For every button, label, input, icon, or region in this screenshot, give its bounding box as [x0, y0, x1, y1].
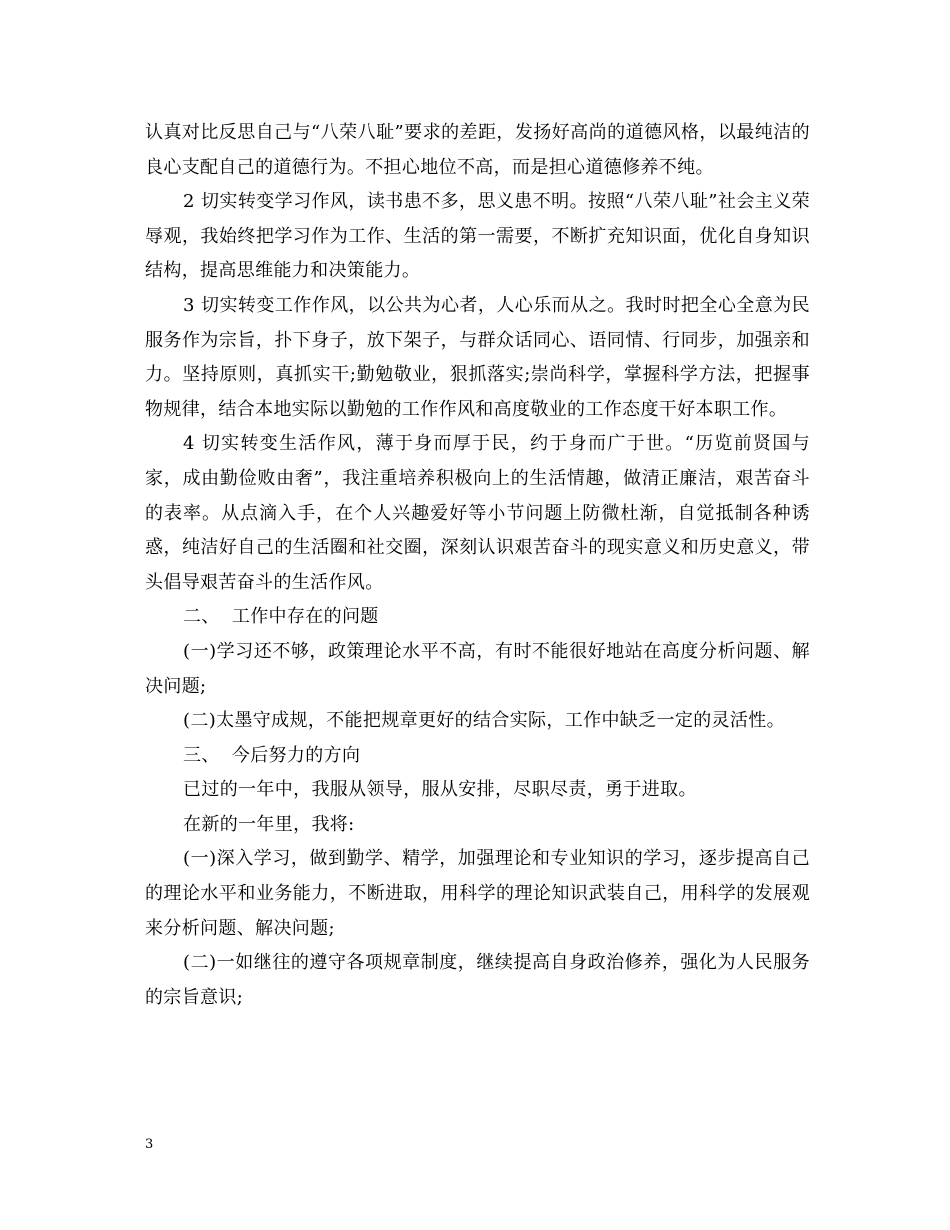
paragraph-new-year: 在新的一年里，我将:: [183, 813, 355, 835]
paragraph-work-style: 3 切实转变工作作风，以公共为心者，人心乐而从之。我时时把全心全意为民服务作为宗旨，扑下身子，放下架子，与群众话同心、语同情、行同步，加强亲和力。坚持原则，真抓实干;勤勉敬业，狠抓落实;崇尚科学，掌握科学方法，把握事物规律，结合本地实际以勤勉的工作作风和高度敬业的工作态度干好本职工作。: [145, 294, 810, 420]
paragraph-problem-1: (一)学习还不够，政策理论水平不高，有时不能很好地站在高度分析问题、解决问题;: [145, 640, 810, 697]
body-text: [145, 116, 810, 1015]
paragraph-plan-2: (二)一如继往的遵守各项规章制度，继续提高自身政治修养，强化为人民服务的宗旨意识;: [145, 952, 810, 1008]
page-number: 3: [145, 1137, 154, 1152]
paragraph-problem-2: (二)太墨守成规，不能把规章更好的结合实际，工作中缺乏一定的灵活性。: [183, 710, 785, 732]
section-heading-direction: 三、 今后努力的方向: [183, 744, 361, 766]
paragraph-study-style: 2 切实转变学习作风，读书患不多，思义患不明。按照“八荣八耻”社会主义荣辱观，我始终把学习作为工作、生活的第一需要，不断扩充知识面，优化自身知识结构，提高思维能力和决策能力。: [145, 191, 810, 282]
paragraph-plan-1: (一)深入学习，做到勤学、精学，加强理论和专业知识的学习，逐步提高自己的理论水平和业务能力，不断进取，用科学的理论知识武装自己，用科学的发展观来分析问题、解决问题;: [145, 848, 810, 939]
paragraph-continuation: 认真对比反思自己与“八荣八耻”要求的差距，发扬好高尚的道德风格，以最纯洁的良心支配自己的道德行为。不担心地位不高，而是担心道德修养不纯。: [145, 122, 810, 178]
paragraph-past-year: 已过的一年中，我服从领导，服从安排，尽职尽责，勇于进取。: [183, 779, 697, 801]
section-heading-problems: 二、 工作中存在的问题: [183, 606, 379, 628]
paragraph-life-style: 4 切实转变生活作风，薄于身而厚于民，约于身而广于世。“历览前贤国与家，成由勤俭败由奢”，我注重培养积极向上的生活情趣，做清正廉洁，艰苦奋斗的表率。从点滴入手，在个人兴趣爱好等小节问题上防微杜渐，自觉抵制各种诱惑，纯洁好自己的生活圈和社交圈，深刻认识艰苦奋斗的现实意义和历史意义，带头倡导艰苦奋斗的生活作风。: [145, 433, 810, 593]
